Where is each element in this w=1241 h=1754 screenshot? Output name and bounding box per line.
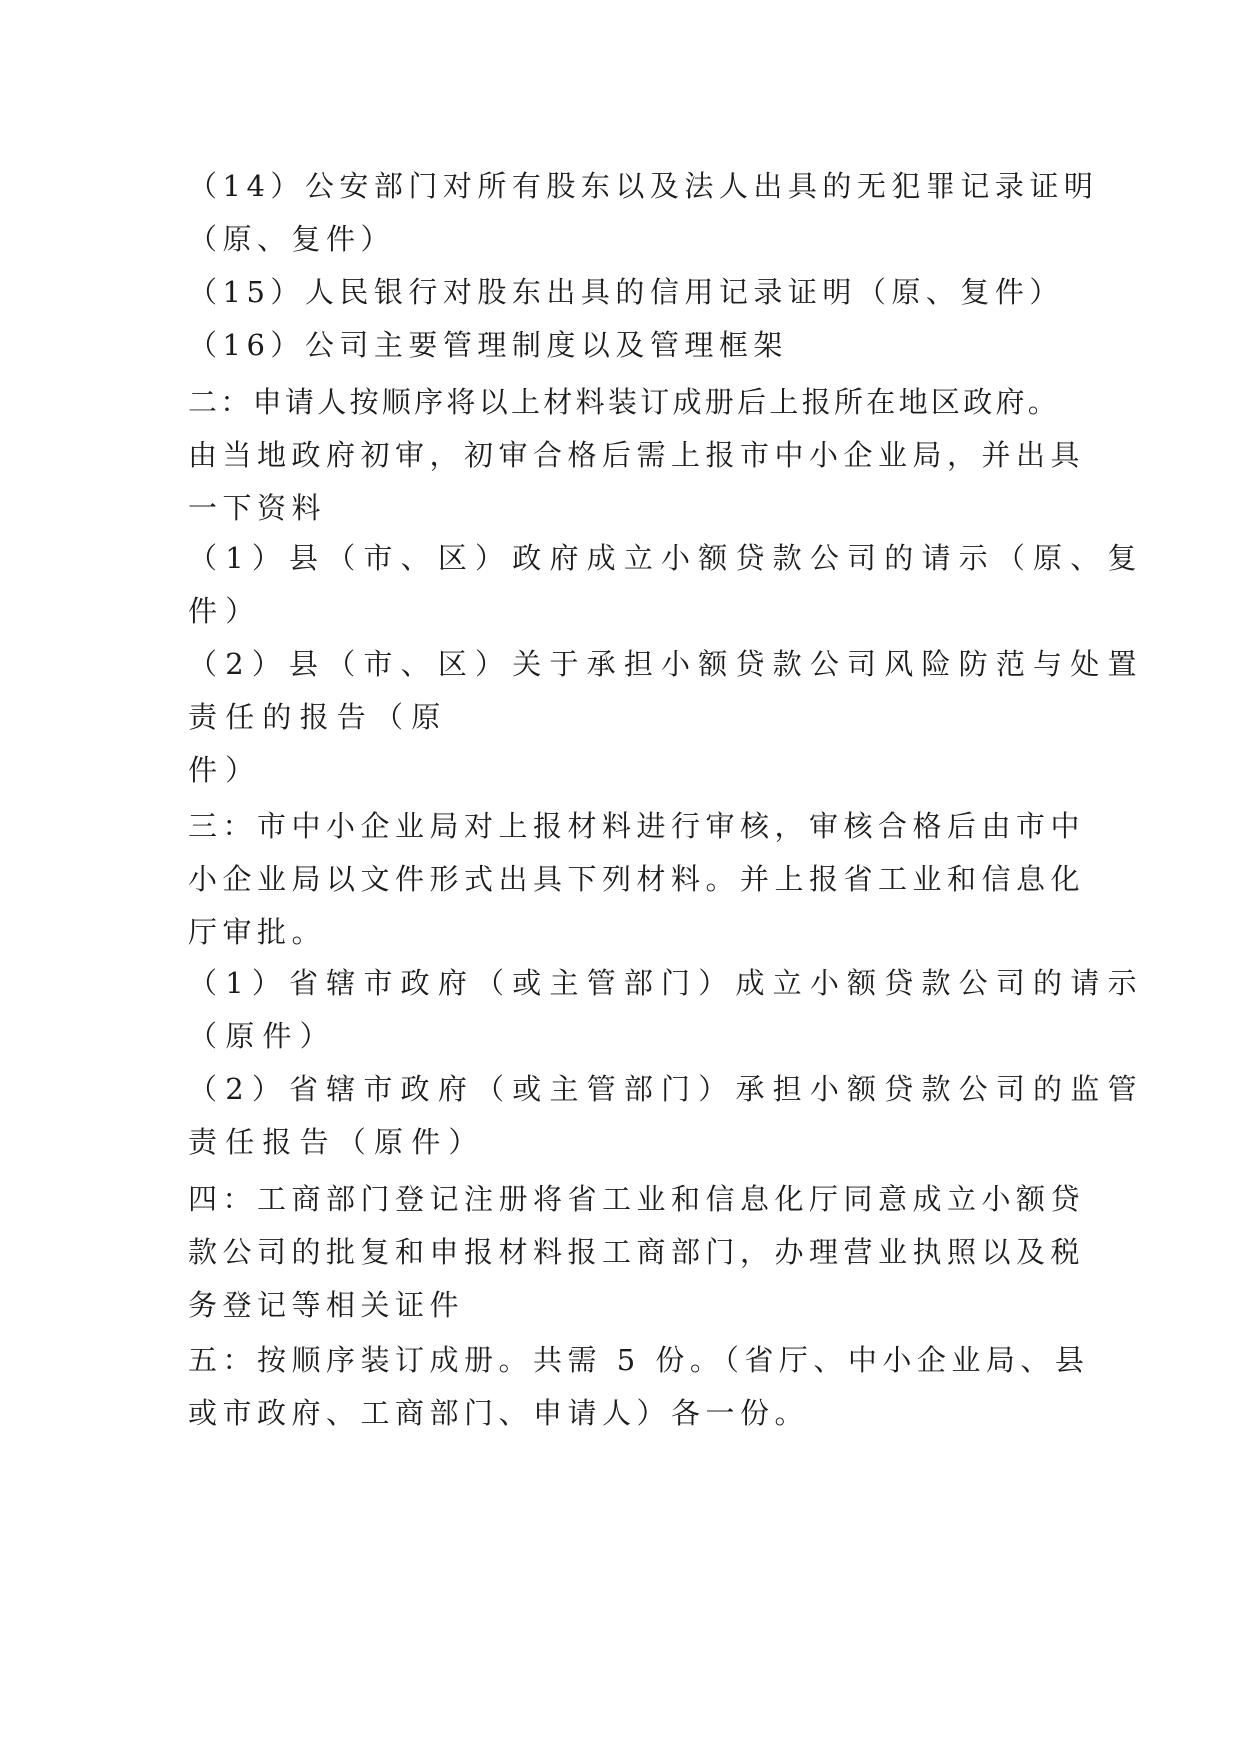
section-two-item-2: （2）县（市、区）关于承担小额贷款公司风险防范与处置 [188, 647, 1145, 681]
list-item-16: （16）公司主要管理制度以及管理框架 [188, 328, 788, 362]
section-three-heading: 三：市中小企业局对上报材料进行审核，审核合格后由市中 [188, 809, 1086, 843]
section-four-text: 款公司的批复和申报材料报工商部门，办理营业执照以及税 [188, 1235, 1086, 1269]
list-item-14-continued: （原、复件） [188, 222, 396, 256]
section-three-item-1: （1）省辖市政府（或主管部门）成立小额贷款公司的请示 [188, 966, 1145, 1000]
section-four-text: 务登记等相关证件 [188, 1288, 465, 1322]
section-two-item-2-continued: 责任的报告（原 [188, 700, 449, 734]
section-two-item-1-continued: 件） [188, 594, 263, 628]
section-three-item-2-continued: 责任报告（原件） [188, 1125, 486, 1159]
section-four-heading: 四：工商部门登记注册将省工业和信息化厅同意成立小额贷 [188, 1182, 1086, 1216]
section-two-item-2-continued: 件） [188, 753, 263, 787]
section-three-text: 小企业局以文件形式出具下列材料。并上报省工业和信息化 [188, 862, 1086, 896]
section-two-heading: 二：申请人按顺序将以上材料装订成册后上报所在地区政府。 [188, 385, 1061, 419]
section-five-heading: 五：按顺序装订成册。共需 5 份。（省厅、中小企业局、县 [188, 1343, 1090, 1377]
list-item-15: （15）人民银行对股东出具的信用记录证明（原、复件） [188, 275, 1064, 309]
section-three-item-1-continued: （原件） [188, 1019, 337, 1053]
section-two-text: 一下资料 [188, 491, 327, 525]
section-two-item-1: （1）县（市、区）政府成立小额贷款公司的请示（原、复 [188, 541, 1145, 575]
section-three-text: 厅审批。 [188, 915, 327, 949]
section-three-item-2: （2）省辖市政府（或主管部门）承担小额贷款公司的监管 [188, 1072, 1145, 1106]
list-item-14: （14）公安部门对所有股东以及法人出具的无犯罪记录证明 [188, 169, 1099, 203]
section-five-text: 或市政府、工商部门、申请人）各一份。 [188, 1396, 810, 1430]
section-two-text: 由当地政府初审，初审合格后需上报市中小企业局，并出具 [188, 438, 1086, 472]
